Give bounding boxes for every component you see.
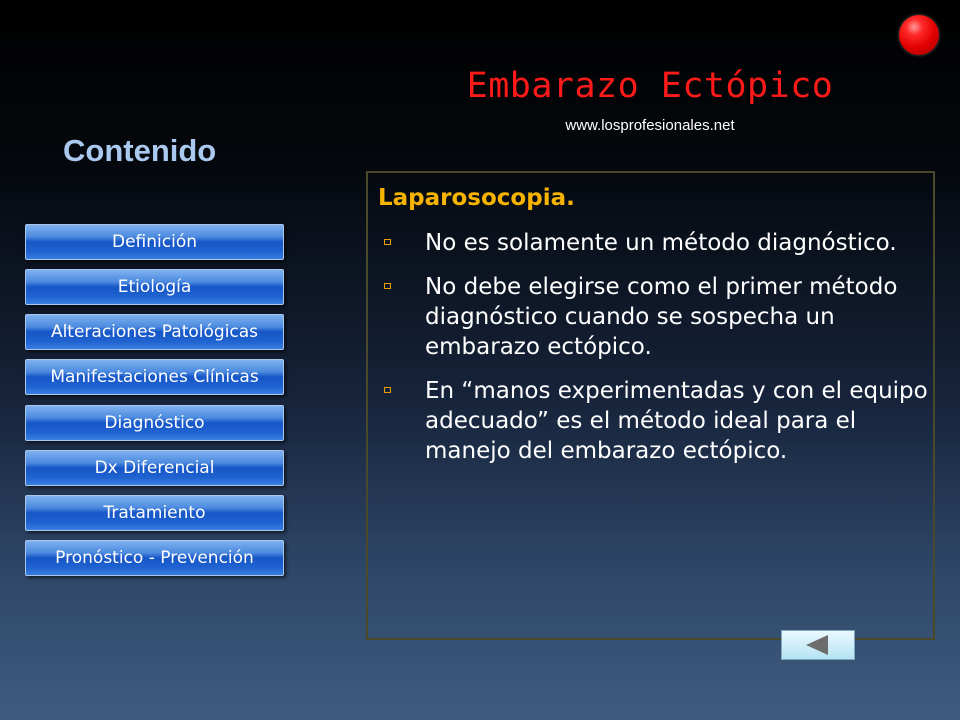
nav-button-etiologia[interactable]: Etiología [25, 269, 284, 305]
list-item [378, 376, 928, 466]
nav-button-alteraciones[interactable]: Alteraciones Patológicas [25, 314, 284, 350]
bullet-list [378, 228, 928, 480]
sidebar-heading: Contenido [63, 133, 217, 168]
bullet-text: No debe elegirse como el primer método diagnóstico cuando se sospecha un embarazo ectópico. [425, 274, 898, 360]
bullet-text: En “manos experimentadas y con el equipo adecuado” es el método ideal para el manejo del embarazo ectópico. [425, 378, 928, 464]
bullet-text: No es solamente un método diagnóstico. [425, 230, 897, 256]
red-circle-icon[interactable] [899, 15, 939, 55]
site-url: www.losprofesionales.net [565, 117, 735, 134]
bullet-square-icon [384, 387, 391, 393]
back-arrow-icon [806, 635, 828, 655]
page-title: Embarazo Ectópico [466, 66, 834, 106]
bullet-square-icon [384, 239, 391, 245]
nav-button-definicion[interactable]: Definición [25, 224, 284, 260]
list-item [378, 228, 928, 258]
nav-button-diagnostico[interactable]: Diagnóstico [25, 405, 284, 441]
nav-button-pronostico[interactable]: Pronóstico - Prevención [25, 540, 284, 576]
bullet-square-icon [384, 283, 391, 289]
nav-button-tratamiento[interactable]: Tratamiento [25, 495, 284, 531]
nav-button-manifestaciones[interactable]: Manifestaciones Clínicas [25, 359, 284, 395]
section-heading: Laparosocopia. [378, 185, 575, 211]
nav-button-dx-diferencial[interactable]: Dx Diferencial [25, 450, 284, 486]
list-item [378, 272, 928, 362]
back-button[interactable] [781, 630, 855, 660]
